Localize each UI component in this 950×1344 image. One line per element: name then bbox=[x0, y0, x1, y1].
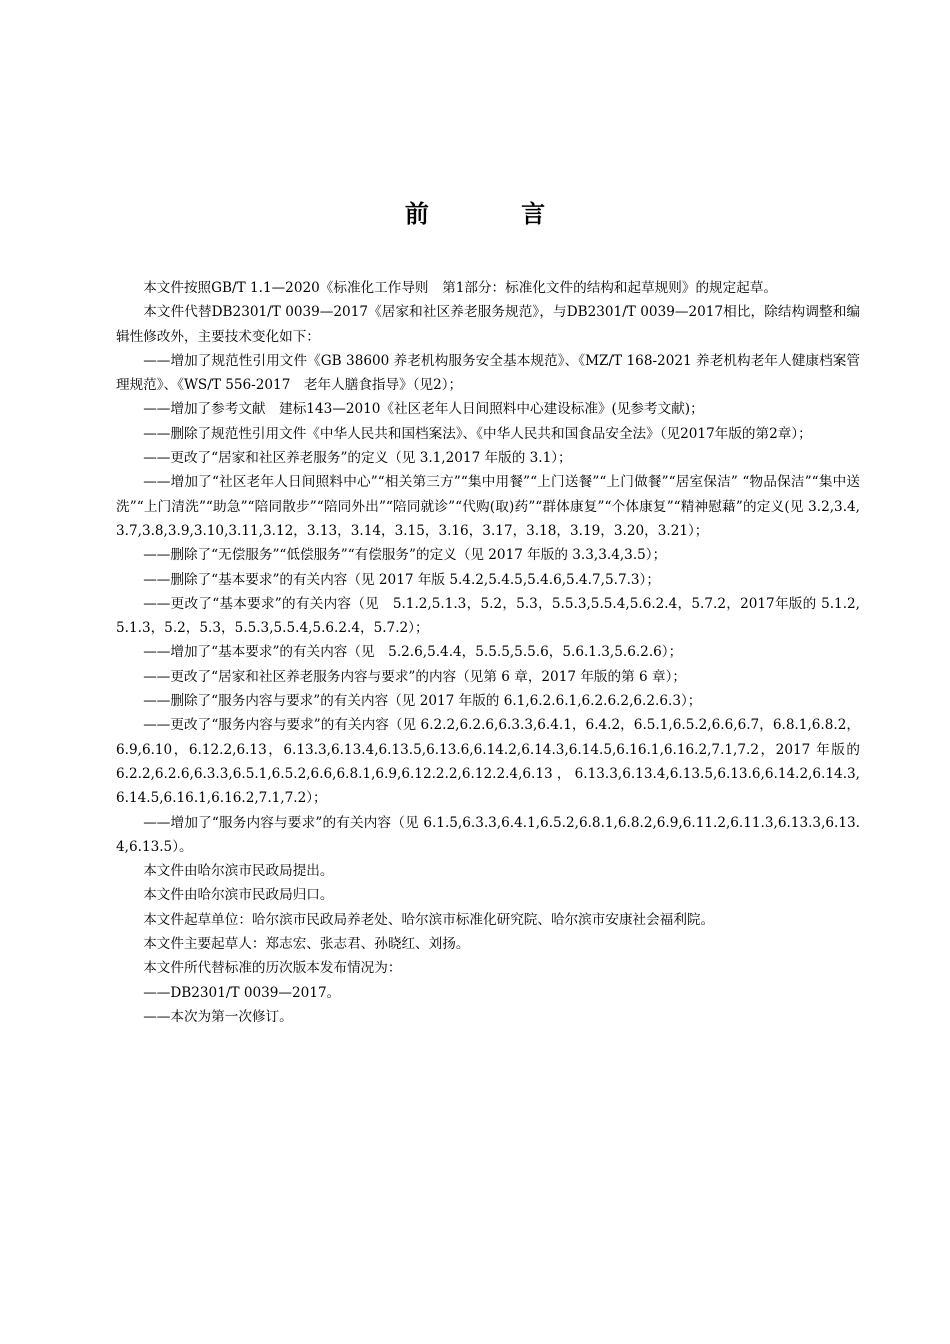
change-item: ——更改了“基本要求”的有关内容（见 5.1.2,5.1.3，5.2，5.3，5.5.3,5.5.4,5.6.2.4，5.7.2，2017年版的 5.1.2,5.1.3，5.2，5.3，5.5.3,5.5.4,5.6.2.4，5.7.2）； bbox=[116, 595, 860, 637]
change-item: ——更改了“居家和社区养老服务”的定义（见 3.1,2017 年版的 3.1）； bbox=[143, 450, 572, 467]
change-item: ——增加了“社区老年人日间照料中心”“相关第三方”“集中用餐”“上门送餐”“上门做餐”“居室保洁” “物品保洁”“集中送洗”“上门清洗”“助急”“陪同散步”“陪同外出”“陪同就诊”“代购(取)药”“群体康复”“个体康复”“精神慰藉”的定义(见 3.2,3.4,3.7,3.8,3.9,3.10,3.11,3.12，3.13，3.14，3.15，3.16，3.17，3.18，3.19，3.20，3.21）； bbox=[116, 474, 860, 539]
change-item: ——删除了“基本要求”的有关内容（见 2017 年版 5.4.2,5.4.5,5.4.6,5.4.7,5.7.3）； bbox=[143, 571, 660, 588]
paragraph-basis: 本文件按照GB/T 1.1—2020《标准化工作导则 第1部分：标准化文件的结构和起草规则》的规定起草。 bbox=[143, 280, 778, 296]
paragraph-drafters: 本文件主要起草人：郑志宏、张志君、孙晓红、刘扬。 bbox=[143, 936, 470, 953]
change-item: ——增加了“基本要求”的有关内容（见 5.2.6,5.4.4，5.5.5,5.5.6，5.6.1.3,5.6.2.6）； bbox=[143, 644, 683, 661]
paragraph-replaces: 本文件代替DB2301/T 0039—2017《居家和社区养老服务规范》，与DB2301/T 0039—2017相比，除结构调整和编辑性修改外，主要技术变化如下： bbox=[116, 304, 860, 345]
paragraph-proposer: 本文件由哈尔滨市民政局提出。 bbox=[143, 863, 334, 880]
change-item: ——删除了“服务内容与要求”的有关内容（见 2017 年版的 6.1,6.2.6.1,6.2.6.2,6.2.6.3）； bbox=[143, 693, 702, 710]
paragraph-centralized: 本文件由哈尔滨市民政局归口。 bbox=[143, 887, 334, 904]
change-item: ——更改了“服务内容与要求”的有关内容（见 6.2.2,6.2.6,6.3.3,6.4.1，6.4.2，6.5.1,6.5.2,6.6,6.7，6.8.1,6.8.2，6.9,6.10，6.12.2,6.13，6.13.3,6.13.4,6.13.5,6.13.6,6.14.2,6.14.3,6.14.5,6.16.1,6.16.2,7.1,7.2，2017 年版的 6.2.2,6.2.6,6.3.3,6.5.1,6.5.2,6.6,6.8.1,6.9,6.12.2.2,6.12.2.4,6.13，6.13.3,6.13.4,6.13.5,6.13.6,6.14.2,6.14.3,6.14.5,6.16.1,6.16.2,7.1,7.2）； bbox=[116, 717, 860, 807]
document-body bbox=[116, 276, 860, 1029]
change-item: ——增加了参考文献 建标143—2010《社区老年人日间照料中心建设标准》(见参考文献)； bbox=[143, 401, 704, 418]
change-item: ——增加了规范性引用文件《GB 38600 养老机构服务安全基本规范》、《MZ/T 168-2021 养老机构老年人健康档案管理规范》、《WS/T 556-2017 老年人膳食指导》（见2）； bbox=[116, 352, 860, 394]
history-item: ——DB2301/T 0039—2017。 bbox=[143, 984, 341, 1001]
change-item: ——删除了“无偿服务”“低偿服务”“有偿服务”的定义（见 2017 年版的 3.3,3.4,3.5）； bbox=[143, 547, 667, 564]
history-item: ——本次为第一次修订。 bbox=[143, 1008, 293, 1025]
paragraph-drafting-units: 本文件起草单位：哈尔滨市民政局养老处、哈尔滨市标准化研究院、哈尔滨市安康社会福利院。 bbox=[143, 911, 715, 928]
change-item: ——增加了“服务内容与要求”的有关内容（见 6.1.5,6.3.3,6.4.1,6.5.2,6.8.1,6.8.2,6.9,6.11.2,6.11.3,6.13.3,6.13.4,6.13.5）。 bbox=[116, 814, 860, 855]
page-title: 前 言 bbox=[404, 200, 588, 228]
change-item: ——删除了规范性引用文件《中华人民共和国档案法》、《中华人民共和国食品安全法》（见2017年版的第2章）； bbox=[143, 425, 812, 442]
change-item: ——更改了“居家和社区养老服务内容与要求”的内容（见第 6 章，2017 年版的第 6 章）； bbox=[143, 668, 686, 685]
paragraph-history-intro: 本文件所代替标准的历次版本发布情况为： bbox=[143, 960, 402, 977]
